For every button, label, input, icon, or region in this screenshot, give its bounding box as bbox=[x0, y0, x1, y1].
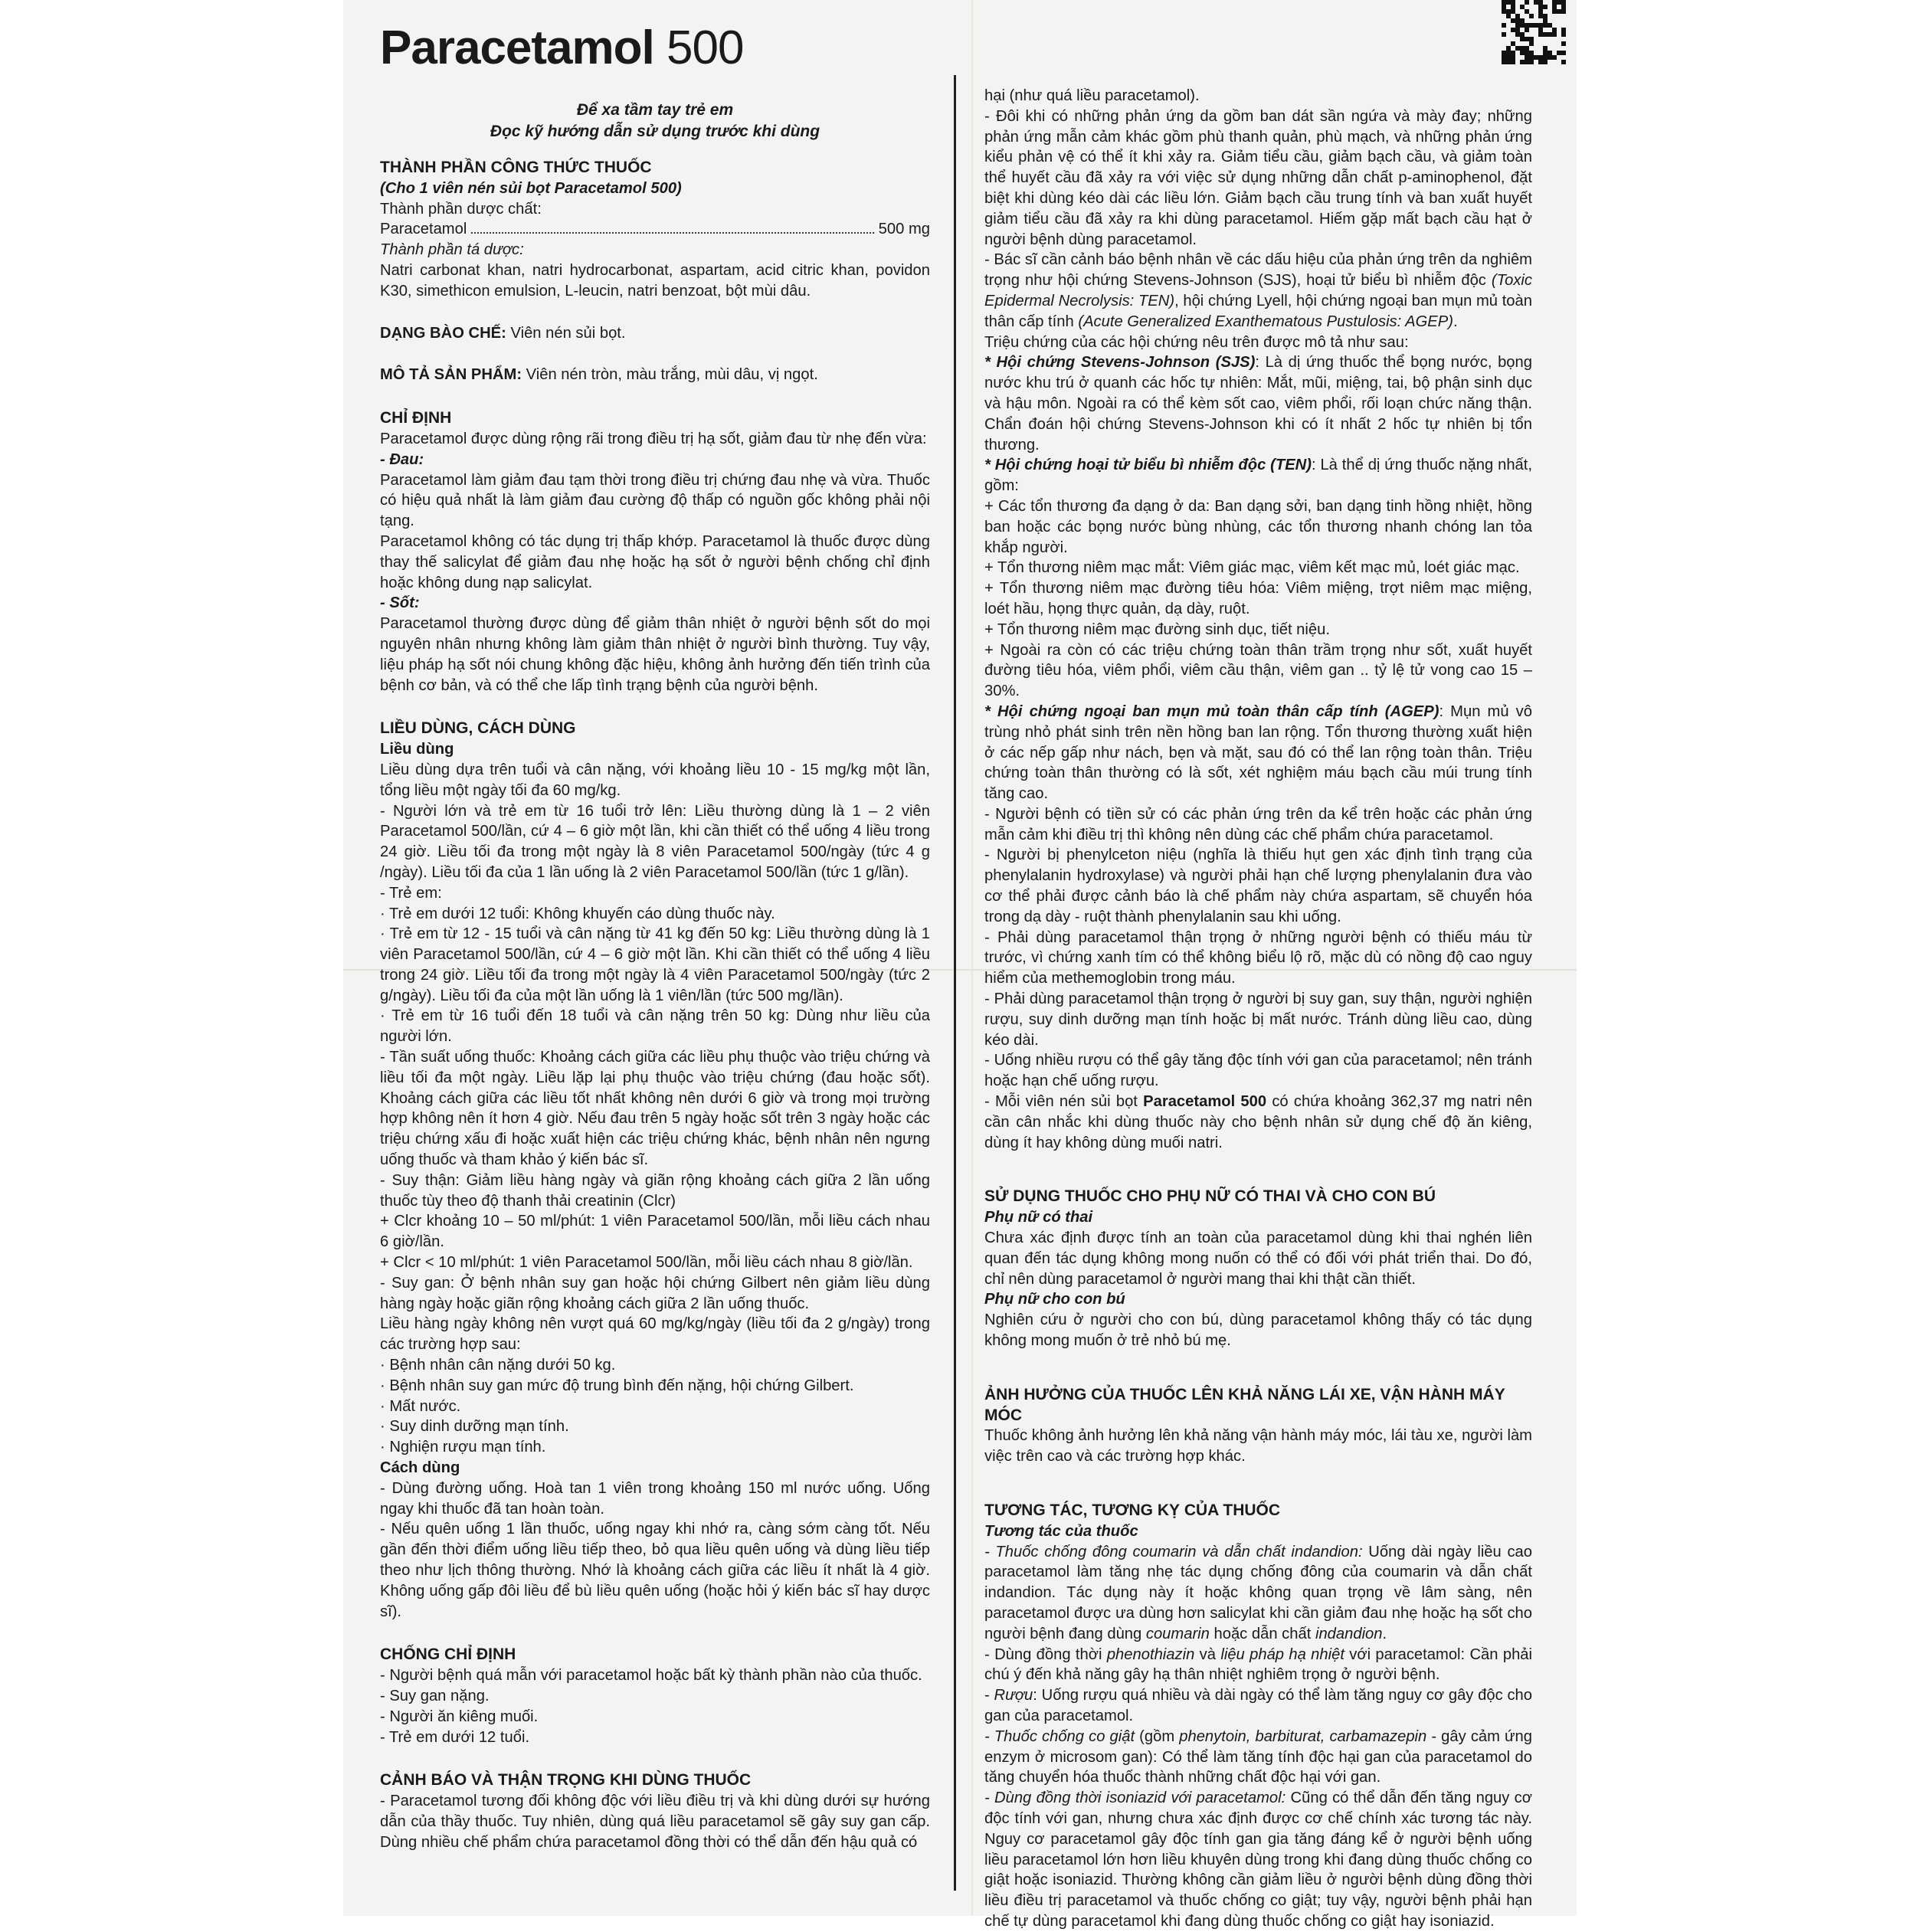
interaction-1 bbox=[984, 1542, 1532, 1645]
active-ingredient-row bbox=[380, 219, 930, 240]
precaution-r10 bbox=[984, 1092, 1532, 1153]
r3-text-d: (Acute Generalized Exanthematous Pustulosis: AGEP) bbox=[1078, 313, 1453, 330]
pain-text-1: Paracetamol làm giảm đau tạm thời trong điều trị chứng đau nhẹ và vừa. Thuốc có hiệu quả nhất là làm giảm đau cường độ thấp có nguồn gốc không phải nội tạng. bbox=[380, 471, 930, 530]
fever-label: - Sốt: bbox=[380, 594, 420, 612]
warning-children: Để xa tầm tay trẻ em bbox=[576, 101, 734, 119]
product-title bbox=[380, 21, 930, 75]
column-divider bbox=[954, 75, 956, 1891]
dose-p12: Liều hàng ngày không nên vượt quá 60 mg/kg/ngày (liều tối đa 2 g/ngày) trong các trường hợp sau: bbox=[380, 1315, 930, 1354]
dose-p17: · Nghiện rượu mạn tính. bbox=[380, 1439, 546, 1456]
sjs-text: : Là dị ứng thuốc thể bọng nước, bọng nước khu trú ở quanh các hốc tự nhiên: Mắt, mũi, miệng, tai, bộ phận sinh dục và hậu môn. Ngoài ra có thể kèm sốt cao, viêm phổi, rối loạn chức năng thận. Chẩn đoán hội chứng Stevens-Johnson khi có ít nhất 2 hốc tự nhiên bị tổn thương. bbox=[984, 354, 1532, 454]
i4-d: - gây cảm ứng enzym ở microsom gan): Có thể làm tăng tính độc hại gan của paracetamol do tăng chuyển hóa thuốc thành những chất độc hại với gan. bbox=[984, 1727, 1533, 1786]
precaution-r1: hại (như quá liều paracetamol). bbox=[984, 87, 1200, 104]
dose-p7: - Tần suất uống thuốc: Khoảng cách giữa các liều phụ thuộc vào triệu chứng và liều tối đa một ngày. Liều lặp lại phụ thuộc vào triệu chứng (đau hoặc sốt). Khoảng cách giữa các liều tốt nhất không nên dưới 6 giờ và trong mọi trường hợp không nên ít hơn 4 giờ. Nếu đau trên 5 ngày hoặc sốt trên 3 ngày hoặc các triệu chứng xấu đi hoặc xuất hiện các triệu chứng khác, bệnh nhân nên ngưng uống thuốc và tham khảo ý kiến bác sĩ. bbox=[380, 1049, 930, 1169]
sjs-label: * Hội chứng Stevens-Johnson (SJS) bbox=[984, 354, 1256, 372]
dose-p11: - Suy gan: Ở bệnh nhân suy gan hoặc hội chứng Gilbert nên giảm liều dùng hàng ngày hoặc giãn rộng khoảng cách giữa 2 lần uống thuốc. bbox=[380, 1274, 930, 1312]
precaution-r3 bbox=[984, 250, 1532, 332]
i1-e: indandion bbox=[1315, 1625, 1383, 1642]
excipients-text: Natri carbonat khan, natri hydrocarbonat, aspartam, acid citric khan, povidon K30, simethicon emulsion, L-leucin, natri benzoat, bột mùi dâu. bbox=[380, 261, 930, 300]
agep-paragraph bbox=[984, 702, 1532, 804]
i1-a: - Thuốc chống đông coumarin và dẫn chất indandion: bbox=[984, 1543, 1363, 1560]
agep-text: : Mụn mủ vô trùng nhỏ phát sinh trên nền hồng ban lan rộng. Tổn thương thường xuất hiện ở các nếp gấp như nách, bẹn và mặt, sau đó có thể lan rộng toàn thân. Triệu chứng toàn thân thường có là sốt, xét nghiệm máu bạch cầu múi trung tính tăng cao. bbox=[984, 702, 1532, 803]
r10-text-c: có chứa khoảng 362,37 mg natri nên cần cân nhắc khi dùng thuốc này cho bệnh nhân sử dụng chế độ ăn kiêng, dùng ít hay không dùng muối natri. bbox=[984, 1093, 1532, 1151]
sjs-paragraph bbox=[984, 352, 1532, 455]
pregnancy-sub1: Phụ nữ có thai bbox=[984, 1209, 1093, 1226]
excipient-label: Thành phần tá dược: bbox=[380, 241, 524, 259]
r3-text-b: (Toxic Epidermal Necrolysis: TEN) bbox=[984, 272, 1532, 309]
interactions-heading: TƯƠNG TÁC, TƯƠNG KỴ CỦA THUỐC bbox=[984, 1501, 1281, 1519]
pregnancy-t2: Nghiên cứu ở người cho con bú, dùng paracetamol không thấy có tác dụng không mong muốn ở trẻ nhỏ bú mẹ. bbox=[984, 1311, 1532, 1350]
agep-label: * Hội chứng ngoại ban mụn mủ toàn thân cấp tính (AGEP) bbox=[984, 702, 1439, 720]
dosage-form-row bbox=[380, 323, 930, 344]
right-column bbox=[984, 86, 1532, 1932]
precaution-r4: Triệu chứng của các hội chứng nêu trên được mô tả như sau: bbox=[984, 333, 1409, 351]
ten-item-5: + Ngoài ra còn có các triệu chứng toàn thân trầm trọng như sốt, xuất huyết đường tiêu hóa, viêm phổi, viêm cầu thận, viêm gan .. tỷ lệ tử vong cao 15 – 30%. bbox=[984, 641, 1532, 700]
dosage-form-label: DẠNG BÀO CHẾ: bbox=[380, 324, 506, 342]
i1-c: coumarin bbox=[1145, 1625, 1210, 1642]
usage-u1: - Dùng đường uống. Hoà tan 1 viên trong khoảng 150 ml nước uống. Uống ngay khi thuốc đã tan hoàn toàn. bbox=[380, 1479, 930, 1518]
dose-p8: - Suy thận: Giảm liều hàng ngày và giãn rộng khoảng cách giữa 2 lần uống thuốc tùy theo độ thanh thải creatinin (Clcr) bbox=[380, 1171, 930, 1210]
r3-text-a: - Bác sĩ cần cảnh báo bệnh nhân về các dấu hiệu của phản ứng trên da nghiêm trọng như hội chứng Stevens-Johnson (SJS), hoại tử biểu bì nhiễm độc bbox=[984, 251, 1532, 290]
i3-c: : Uống rượu quá nhiều và dài ngày có thể làm tăng nguy cơ gây độc cho gan của paracetamol. bbox=[984, 1687, 1532, 1724]
dosage-form-value: Viên nén sủi bọt. bbox=[510, 324, 626, 342]
interaction-5 bbox=[984, 1788, 1532, 1932]
ten-label: * Hội chứng hoại tử biểu bì nhiễm độc (TEN) bbox=[984, 457, 1312, 474]
dose-p15: · Mất nước. bbox=[380, 1397, 461, 1415]
usage-subheading: Cách dùng bbox=[380, 1459, 460, 1477]
i4-a: - Thuốc chống co giật bbox=[984, 1727, 1135, 1745]
active-amount: 500 mg bbox=[878, 221, 930, 238]
dose-p10: + Clcr < 10 ml/phút: 1 viên Paracetamol 500/lần, mỗi liều cách nhau 8 giờ/lần. bbox=[380, 1254, 913, 1272]
i3-a: - bbox=[984, 1687, 994, 1704]
pain-text-2: Paracetamol không có tác dụng trị thấp khớp. Paracetamol là thuốc được dùng thay thế salicylat để giảm đau nhẹ hoặc hạ sốt ở người bệnh chống chỉ định hoặc không dung nạp salicylat. bbox=[380, 532, 930, 591]
i1-b: Uống dài ngày liều cao paracetamol làm tăng nhẹ tác dụng chống đông của coumarin và dẫn chất indandion. Tác dụng này ít hoặc không quan trọng về lâm sàng, nên paracetamol được ưa dùng hơn salicylat khi cần giảm đau nhẹ hoặc hạ sốt cho người bệnh đang dùng bbox=[984, 1543, 1532, 1642]
dose-p2: - Người lớn và trẻ em từ 16 tuổi trở lên: Liều thường dùng là 1 – 2 viên Paracetamol 500/lần, cứ 4 – 6 giờ một lần, khi cần thiết có thể uống 4 liều trong 24 giờ. Liều tối đa trong một ngày là 8 viên Paracetamol 500/ngày (tức 4 g /ngày). Liều tối đa của 1 lần uống là 2 viên Paracetamol 500/lần (tức 1 g/lần). bbox=[380, 802, 930, 881]
fold-line-vertical bbox=[971, 0, 973, 1916]
r3-text-c: , hội chứng Lyell, hội chứng ngoại ban mụn mủ toàn thân cấp tính bbox=[984, 292, 1532, 330]
active-label: Thành phần dược chất: bbox=[380, 200, 542, 218]
dose-p5: · Trẻ em từ 12 - 15 tuổi và cân nặng từ 41 kg đến 50 kg: Liều thường dùng là 1 viên Paracetamol 500/lần, cứ 4 – 6 giờ một lần. Khi cần thiết có thể uống 4 liều trong 24 giờ. Liều tối đa trong một ngày là 4 viên Paracetamol 500/ngày (tức 2 g/ngày). Liều tối đa của một lần uống là 1 viên/lần (tức 500 mg/lần). bbox=[380, 925, 930, 1004]
precaution-w1: - Paracetamol tương đối không độc với liều điều trị và khi dùng dưới sự hướng dẫn của thầy thuốc. Tuy nhiên, dùng quá liều paracetamol sẽ gây suy gan cấp. Dùng nhiều chế phẩm chứa paracetamol đồng thời có thể dẫn đến hậu quả có bbox=[380, 1793, 930, 1851]
description-row bbox=[380, 365, 930, 385]
i5-b: Cũng có thể dẫn đến tăng nguy cơ độc tính với gan, nhưng chưa xác định được cơ chế chính xác tương tác này. Nguy cơ paracetamol gây độc tính gan gia tăng đáng kể ở người bệnh uống liều paracetamol lớn hơn liều khuyên dùng trong khi đang dùng thuốc chống co giật hoặc isoniazid. Thường không cần giảm liều ở người bệnh dùng đồng thời liều điều trị paracetamol và thuốc chống co giật; tuy vậy, người bệnh phải hạn chế tự dùng paracetamol khi đang dùng thuốc chống co giật hay isoniazid. bbox=[984, 1790, 1533, 1930]
ten-text: : Là thể dị ứng thuốc nặng nhất, gồm: bbox=[984, 457, 1533, 495]
fever-text-1: Paracetamol thường được dùng để giảm thân nhiệt ở người bệnh sốt do mọi nguyên nhân nhưng không làm giảm thân nhiệt ở người bình thường. Tuy vậy, liệu pháp hạ sốt nói chung không đặc hiệu, không ảnh hưởng đến tiến trình của bệnh cơ bản, và có thể che lấp tình trạng bệnh của người bệnh. bbox=[380, 615, 930, 694]
driving-heading: ẢNH HƯỞNG CỦA THUỐC LÊN KHẢ NĂNG LÁI XE, VẬN HÀNH MÁY MÓC bbox=[984, 1385, 1505, 1424]
driving-t1: Thuốc không ảnh hưởng lên khả năng vận hành máy móc, lái tàu xe, người làm việc trên cao và các trường hợp khác. bbox=[984, 1427, 1532, 1465]
precaution-r7: - Phải dùng paracetamol thận trọng ở những người bệnh có thiếu máu từ trước, vì chứng xanh tím có thể không biểu lộ rõ, mặc dù có nồng độ cao nguy hiểm của methemoglobin trong máu. bbox=[984, 928, 1532, 987]
contra-c2: - Suy gan nặng. bbox=[380, 1687, 490, 1704]
precaution-r2: - Đôi khi có những phản ứng da gồm ban dát sần ngứa và mày đay; những phản ứng mẫn cảm khác gồm phù thanh quản, phù mạch, và những phản ứng kiểu phản vệ có thể ít khi xảy ra. Giảm tiểu cầu, giảm bạch cầu, và giảm toàn thể huyết cầu đã xảy ra với việc sử dụng những dẫn chất p-aminophenol, đặt biệt khi dùng kéo dài các liều lớn. Giảm bạch cầu trung tính và ban xuất huyết giảm tiểu cầu đã xảy ra khi dùng paracetamol. Hiếm gặp mất bạch cầu hạt ở người bệnh dùng paracetamol. bbox=[984, 107, 1532, 248]
left-column bbox=[380, 21, 930, 1853]
contra-c3: - Người ăn kiêng muối. bbox=[380, 1708, 539, 1725]
active-name: Paracetamol bbox=[380, 221, 467, 238]
product-strength: 500 bbox=[667, 21, 744, 74]
composition-heading: THÀNH PHẦN CÔNG THỨC THUỐC bbox=[380, 159, 652, 176]
dose-p13: · Bệnh nhân cân nặng dưới 50 kg. bbox=[380, 1357, 616, 1374]
dose-p6: · Trẻ em từ 16 tuổi đến 18 tuổi và cân nặng trên 50 kg: Dùng như liều của người lớn. bbox=[380, 1007, 930, 1046]
contra-c4: - Trẻ em dưới 12 tuổi. bbox=[380, 1728, 530, 1746]
i2-b: phenothiazin bbox=[1106, 1645, 1195, 1663]
interaction-4 bbox=[984, 1727, 1532, 1788]
precaution-r6: - Người bị phenylceton niệu (nghĩa là thiếu hụt gen xác định tình trạng của phenylalanin hydroxylase) và người phải hạn chế lượng phenylalanin đưa vào cơ thể phải được cảnh báo là chế phẩm này chứa aspartam, sẽ chuyển hóa trong dạ dày - ruột thành phenylalanin sau khi uống. bbox=[984, 846, 1532, 925]
precautions-heading: CẢNH BÁO VÀ THẬN TRỌNG KHI DÙNG THUỐC bbox=[380, 1771, 752, 1790]
r10-text-a: - Mỗi viên nén sủi bọt bbox=[984, 1093, 1144, 1111]
usage-u2: - Nếu quên uống 1 lần thuốc, uống ngay khi nhớ ra, càng sớm càng tốt. Nếu gần đến thời điểm uống liều tiếp theo, bỏ qua liều quên uống và dùng liều tiếp theo như lịch thông thường. Nhớ là khoảng cách giữa các liều ít nhất là 4 giờ. Không uống gấp đôi liều để bù liều quên uống (hoặc hỏi ý kiến bác sĩ hay dược sĩ). bbox=[380, 1521, 930, 1620]
i4-c: phenytoin, barbiturat, carbamazepin bbox=[1179, 1727, 1427, 1745]
ten-item-4: + Tổn thương niêm mạc đường sinh dục, tiết niệu. bbox=[984, 621, 1330, 638]
pregnancy-sub2: Phụ nữ cho con bú bbox=[984, 1291, 1125, 1308]
precaution-r9: - Uống nhiều rượu có thể gây tăng độc tính với gan của paracetamol; nên tránh hoặc hạn chế uống rượu. bbox=[984, 1052, 1532, 1090]
i2-c: và bbox=[1194, 1645, 1221, 1663]
i2-e: với paracetamol: Cần phải chú ý đến khả năng gây hạ thân nhiệt nghiêm trọng ở người bệnh. bbox=[984, 1645, 1533, 1684]
pregnancy-heading: SỬ DỤNG THUỐC CHO PHỤ NỮ CÓ THAI VÀ CHO CON BÚ bbox=[984, 1187, 1436, 1206]
i5-a: - Dùng đồng thời isoniazid với paracetamol: bbox=[984, 1790, 1286, 1807]
qr-code-icon bbox=[1502, 0, 1566, 64]
i2-a: - Dùng đồng thời bbox=[984, 1645, 1107, 1663]
interactions-sub1: Tương tác của thuốc bbox=[984, 1522, 1138, 1540]
pregnancy-t1: Chưa xác định được tính an toàn của paracetamol dùng khi thai nghén liên quan đến tác dụng không mong nuốn có thể có đối với phát triển thai. Do đó, chỉ nên dùng paracetamol ở người mang thai khi thật cần thiết. bbox=[984, 1230, 1532, 1288]
i4-b: (gồm bbox=[1135, 1727, 1180, 1745]
indications-intro: Paracetamol được dùng rộng rãi trong điều trị hạ sốt, giảm đau từ nhẹ đến vừa: bbox=[380, 430, 927, 447]
ten-paragraph bbox=[984, 455, 1532, 496]
interaction-2 bbox=[984, 1645, 1532, 1686]
r10-text-b: Paracetamol 500 bbox=[1143, 1093, 1267, 1111]
precaution-r5: - Người bệnh có tiền sử có các phản ứng trên da kể trên hoặc các phản ứng mẫn cảm khi điều trị thì không nên dùng các chế phẩm chứa paracetamol. bbox=[984, 805, 1532, 843]
i1-f: . bbox=[1382, 1625, 1387, 1642]
contraindications-heading: CHỐNG CHỈ ĐỊNH bbox=[380, 1645, 516, 1664]
description-value: Viên nén tròn, màu trắng, mùi dâu, vị ngọt. bbox=[526, 366, 818, 384]
dose-p9: + Clcr khoảng 10 – 50 ml/phút: 1 viên Paracetamol 500/lần, mỗi liều cách nhau 6 giờ/lần. bbox=[380, 1213, 930, 1251]
dose-p4: · Trẻ em dưới 12 tuổi: Không khuyến cáo dùng thuốc này. bbox=[380, 905, 775, 922]
contra-c1: - Người bệnh quá mẫn với paracetamol hoặc bất kỳ thành phần nào của thuốc. bbox=[380, 1667, 922, 1685]
interaction-3 bbox=[984, 1685, 1532, 1727]
ten-item-3: + Tổn thương niêm mạc đường tiêu hóa: Viêm miệng, trợt niêm mạc miệng, loét hầu, họng thực quản, dạ dày, ruột. bbox=[984, 580, 1532, 617]
description-label: MÔ TẢ SẢN PHẨM: bbox=[380, 366, 522, 384]
product-name: Paracetamol bbox=[380, 21, 654, 74]
i3-b: Rượu bbox=[994, 1687, 1033, 1704]
dose-subheading: Liều dùng bbox=[380, 741, 454, 758]
composition-subheading: (Cho 1 viên nén sủi bọt Paracetamol 500) bbox=[380, 179, 682, 197]
leader-dots bbox=[471, 232, 873, 234]
pain-label: - Đau: bbox=[380, 450, 424, 468]
dose-p1: Liều dùng dựa trên tuổi và cân nặng, với khoảng liều 10 - 15 mg/kg một lần, tổng liều một ngày tối đa 60 mg/kg. bbox=[380, 761, 930, 799]
dosage-heading: LIỀU DÙNG, CÁCH DÙNG bbox=[380, 719, 576, 738]
i2-d: liệu pháp hạ nhiệt bbox=[1220, 1645, 1344, 1663]
precaution-r8: - Phải dùng paracetamol thận trọng ở người bị suy gan, suy thận, người nghiện rượu, suy dinh dưỡng mạn tính hoặc bị mất nước. Tránh dùng liều cao, dùng kéo dài. bbox=[984, 991, 1532, 1049]
ten-item-1: + Các tổn thương đa dạng ở da: Ban dạng sởi, ban dạng tinh hồng nhiệt, hồng ban hoặc các bọng nước bùng nhùng, các tổn thương nhanh chóng lan tỏa khắp người. bbox=[984, 497, 1532, 556]
dose-p14: · Bệnh nhân suy gan mức độ trung bình đến nặng, hội chứng Gilbert. bbox=[380, 1377, 854, 1394]
indications-heading: CHỈ ĐỊNH bbox=[380, 409, 452, 427]
i1-d: hoặc dẫn chất bbox=[1209, 1625, 1315, 1642]
ten-item-2: + Tổn thương niêm mạc mắt: Viêm giác mạc, viêm kết mạc mủ, loét giác mạc. bbox=[984, 559, 1520, 577]
r3-text-e: . bbox=[1453, 313, 1458, 330]
dose-p3: - Trẻ em: bbox=[380, 884, 442, 902]
warning-read-instructions: Đọc kỹ hướng dẫn sử dụng trước khi dùng bbox=[490, 123, 820, 140]
dose-p16: · Suy dinh dưỡng mạn tính. bbox=[380, 1418, 569, 1436]
